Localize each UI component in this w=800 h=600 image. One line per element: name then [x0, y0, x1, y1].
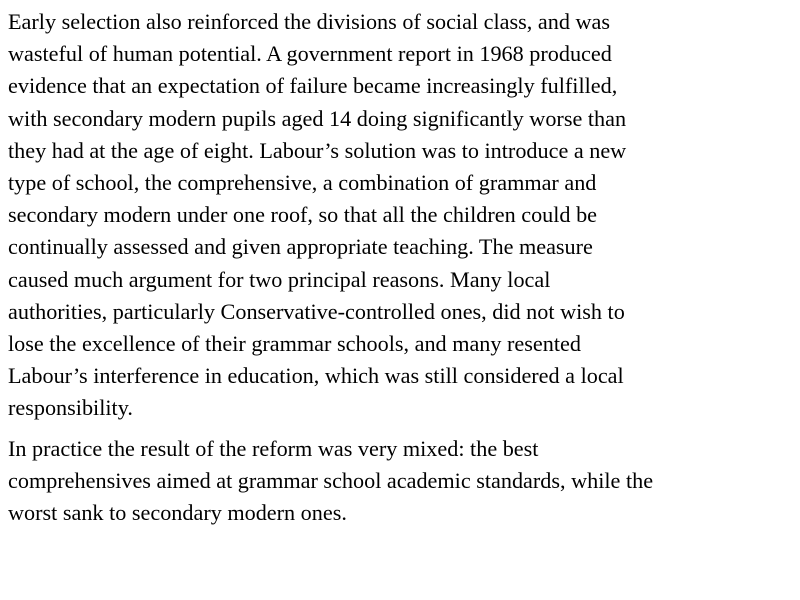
paragraph-early-selection: [8, 6, 792, 425]
text-line: evidence that an expectation of failure became increasingly fulfilled,: [8, 73, 618, 99]
paragraph-spacer: [8, 425, 792, 433]
text-line: secondary modern under one roof, so that all the children could be: [8, 202, 598, 228]
paragraph-reform-result: [8, 433, 792, 530]
text-line: authorities, particularly Conservative-controlled ones, did not wish to: [8, 298, 625, 324]
text-line: type of school, the comprehensive, a combination of grammar and: [8, 170, 597, 196]
text-line: comprehensives aimed at grammar school academic standards, while the: [8, 467, 654, 493]
text-line: lose the excellence of their grammar schools, and many resented: [8, 331, 581, 357]
text-line: Early selection also reinforced the divisions of social class, and was: [8, 9, 610, 34]
text-line: Labour’s interference in education, which was still considered a local: [8, 363, 624, 389]
text-line: worst sank to secondary modern ones.: [8, 500, 347, 526]
text-line: responsibility.: [8, 395, 133, 421]
text-line: wasteful of human potential. A government report in 1968 produced: [8, 41, 612, 67]
text-line: they had at the age of eight. Labour’s solution was to introduce a new: [8, 137, 627, 163]
text-line: caused much argument for two principal reasons. Many local: [8, 266, 551, 292]
text-line: with secondary modern pupils aged 14 doing significantly worse than: [8, 105, 627, 131]
text-body: [8, 6, 792, 529]
text-line: In practice the result of the reform was very mixed: the best: [8, 435, 539, 461]
text-line: continually assessed and given appropriate teaching. The measure: [8, 234, 593, 260]
